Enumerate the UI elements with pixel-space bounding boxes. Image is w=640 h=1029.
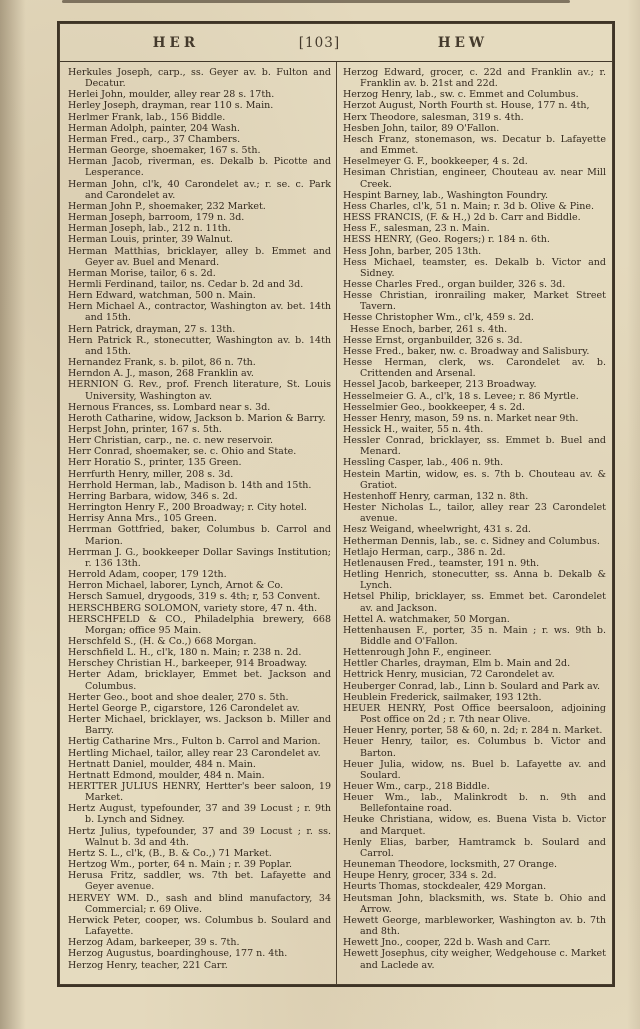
directory-entry: HERSCHFELD & CO., Philadelphia brewery, 668 Morgan; office 95 Main.	[68, 613, 331, 636]
directory-entry: Herpst John, printer, 167 s. 5th.	[68, 424, 222, 435]
directory-entry: Herschey Christian H., barkeeper, 914 Broadway.	[68, 658, 308, 670]
directory-entry: Hewett Josephus, city weigher, Wedgehouse c. Market and Laclede av.	[343, 948, 606, 971]
directory-entry: Heuer Julia, widow, ns. Buel b. Lafayette av. and Soulard.	[343, 758, 606, 781]
directory-entry: Heuke Christiana, widow, es. Buena Vista b. Victor and Marquet.	[343, 814, 606, 837]
directory-entry: Herter Michael, bricklayer, ws. Jackson b. Miller and Barry.	[68, 714, 331, 737]
page-frame	[57, 21, 615, 987]
directory-entry: Hettenhausen F., porter, 35 n. Main ; r. ws. 9th b. Biddle and O'Fallon.	[343, 624, 606, 647]
directory-entry: Herndon A. J., mason, 268 Franklin av.	[68, 368, 254, 380]
directory-entry: HESS HENRY, (Geo. Rogers;) r. 184 n. 6th.	[343, 234, 550, 246]
directory-entry: Hesben John, tailor, 89 O'Fallon.	[343, 122, 500, 134]
directory-entry: Herrington Henry F., 200 Broadway; r. City hotel.	[68, 502, 307, 514]
directory-entry: Hertz S. L., cl'k, (B., B. & Co.,) 71 Market.	[68, 847, 272, 859]
directory-entry: HESS FRANCIS, (F. & H.,) 2d b. Carr and Biddle.	[343, 212, 581, 224]
directory-entry: Hern Michael A., contractor, Washington av. bet. 14th and 15th.	[68, 301, 331, 324]
directory-entry: Herr Horatio S., printer, 135 Green.	[68, 457, 242, 469]
directory-entry: Heuer Wm., carp., 218 Biddle.	[343, 781, 490, 792]
directory-entry: Hesse Charles Fred., organ builder, 326 s. 3d.	[343, 278, 566, 290]
directory-entry: Herman John P., shoemaker, 232 Market.	[68, 200, 266, 212]
directory-entry: Hettrick Henry, musician, 72 Carondelet av.	[343, 669, 555, 681]
directory-entry: Herman Louis, printer, 39 Walnut.	[68, 234, 233, 246]
directory-entry: Hess Michael, teamster, es. Dekalb b. Victor and Sidney.	[343, 256, 606, 279]
directory-entry: Hesse Christian, ironrailing maker, Market Street Tavern.	[343, 290, 606, 313]
directory-entry: Hessick H., waiter, 55 n. 4th.	[343, 424, 484, 435]
directory-entry: Herrfurth Henry, miller, 208 s. 3d.	[68, 468, 234, 480]
directory-entry: Heupe Henry, grocer, 334 s. 2d.	[343, 870, 497, 882]
directory-entry: Herman Adolph, painter, 204 Wash.	[68, 122, 240, 134]
directory-entry: Herschfeld S., (H. & Co.,) 668 Morgan.	[68, 635, 257, 647]
directory-entry: Hess F., salesman, 23 n. Main.	[343, 223, 490, 235]
directory-entry: HERSCHBERG SOLOMON, variety store, 47 n. 4th.	[68, 602, 318, 614]
directory-entry: Herrhold Herman, lab., Madison b. 14th and 15th.	[68, 479, 312, 491]
directory-entry: Herzog Adam, barkeeper, 39 s. 7th.	[68, 937, 240, 949]
adjacent-page-edge	[62, 0, 570, 3]
page-frame-inner-rule	[59, 23, 613, 985]
directory-entry: Hettenrough John F., engineer.	[343, 647, 492, 659]
directory-entry: Heutsman John, blacksmith, ws. State b. Ohio and Arrow.	[343, 892, 606, 915]
directory-entry: Herrman Gottfried, baker, Columbus b. Carrol and Marion.	[68, 524, 331, 547]
directory-entry: Hesch Franz, stonemason, ws. Decatur b. Lafayette and Emmet.	[343, 133, 606, 157]
directory-entry: Herzot August, North Fourth st. House, 177 n. 4th,	[343, 100, 590, 112]
page-header	[60, 24, 612, 62]
directory-entry: Hertling Michael, tailor, alley rear 23 Carondelet av.	[68, 747, 321, 759]
directory-entry: Hetlajo Herman, carp., 386 n. 2d.	[343, 546, 506, 558]
directory-entry: HERNION G. Rev., prof. French literature, St. Louis University, Washington av.	[68, 379, 331, 402]
directory-entry: Hertnatt Daniel, moulder, 484 n. Main.	[68, 758, 256, 770]
directory-entry: Herman Fred., carp., 37 Chambers.	[68, 133, 241, 145]
directory-entry: Hessling Casper, lab., 406 n. 9th.	[343, 457, 504, 469]
directory-entry: Hernous Frances, ss. Lombard near s. 3d.	[68, 401, 271, 413]
directory-entry: Hesser Henry, mason, 59 ns. n. Market near 9th.	[343, 412, 579, 424]
directory-entry: Herron Michael, laborer, Lynch, Arnot & Co.	[68, 580, 284, 592]
directory-entry: Herwick Peter, cooper, ws. Columbus b. Soulard and Lafayette.	[68, 914, 331, 938]
directory-entry: Hettel A. watchmaker, 50 Morgan.	[343, 613, 510, 625]
directory-columns	[60, 62, 612, 984]
directory-entry: Herman Morise, tailor, 6 s. 2d.	[68, 267, 216, 279]
directory-entry: Herusa Fritz, saddler, ws. 7th bet. Lafayette and Geyer avenue.	[68, 870, 331, 893]
directory-entry: Hessler Conrad, bricklayer, ss. Emmet b. Buel and Menard.	[343, 435, 606, 458]
directory-entry: Hess John, barber, 205 13th.	[343, 245, 482, 257]
directory-entry: Herrold Adam, cooper, 179 12th.	[68, 569, 227, 581]
directory-entry: Hertzog Wm., porter, 64 n. Main ; r. 39 Poplar.	[68, 859, 292, 871]
directory-entry: HERTTER JULIUS HENRY, Hertter's beer saloon, 19 Market.	[68, 781, 331, 804]
directory-entry: Herman John, cl'k, 40 Carondelet av.; r. se. c. Park and Carondelet av.	[68, 178, 331, 201]
directory-entry: HEUER HENRY, Post Office beersaloon, adjoining Post office on 2d ; r. 7th near Olive.	[343, 702, 606, 726]
directory-entry: Hertz August, typefounder, 37 and 39 Locust ; r. 9th b. Lynch and Sidney.	[68, 803, 331, 826]
header-page-number: [103]	[298, 35, 341, 51]
directory-entry: Herzog Augustus, boardinghouse, 177 n. 4th.	[68, 948, 288, 960]
directory-entry: Herman Matthias, bricklayer, alley b. Emmet and Geyer av. Buel and Menard.	[68, 245, 331, 268]
directory-entry: Hern Patrick, drayman, 27 s. 13th.	[68, 323, 236, 335]
directory-entry: Hern Edward, watchman, 500 n. Main.	[68, 290, 256, 302]
directory-entry: HERVEY WM. D., sash and blind manufactory, 34 Commercial; r. 69 Olive.	[68, 892, 331, 915]
directory-entry: Hertig Catharine Mrs., Fulton b. Carrol and Marion.	[68, 736, 321, 748]
directory-entry: Herman Joseph, lab., 212 n. 11th.	[68, 223, 231, 235]
directory-entry: Heublein Frederick, sailmaker, 193 12th.	[343, 691, 542, 703]
header-right-guide-word: HEW	[437, 35, 489, 51]
directory-entry: Heurts Thomas, stockdealer, 429 Morgan.	[343, 881, 547, 893]
directory-entry: Heuer Henry, tailor, es. Columbus b. Victor and Barton.	[343, 736, 606, 759]
directory-entry: Heuberger Conrad, lab., Linn b. Soulard and Park av.	[343, 680, 600, 692]
directory-entry: Herlei John, moulder, alley rear 28 s. 17th.	[68, 89, 275, 101]
directory-entry: Hersch Samuel, drygoods, 319 s. 4th; r, 53 Convent.	[68, 591, 321, 603]
directory-entry: Hestenhoff Henry, carman, 132 n. 8th.	[343, 490, 529, 502]
header-left-guide-word: HER	[152, 35, 200, 51]
directory-entry: Hespint Barney, lab., Washington Foundry.	[343, 189, 549, 201]
directory-entry: Hesse Ernst, organbuilder, 326 s. 3d.	[343, 334, 523, 346]
directory-entry: Herley Joseph, drayman, rear 110 s. Main.	[68, 100, 274, 112]
directory-entry: Hess Charles, cl'k, 51 n. Main; r. 3d b. Olive & Pine.	[343, 200, 594, 212]
directory-entry: Herr Conrad, shoemaker, se. c. Ohio and State.	[68, 446, 297, 458]
directory-entry: Herrman J. G., bookkeeper Dollar Savings Institution; r. 136 13th.	[68, 546, 331, 569]
directory-entry: Hester Nicholas L., tailor, alley rear 23 Carondelet avenue.	[343, 502, 606, 525]
directory-entry: Heuneman Theodore, locksmith, 27 Orange.	[343, 859, 558, 871]
directory-entry: Herzog Edward, grocer, c. 22d and Franklin av.; r. Franklin av. b. 21st and 22d.	[343, 67, 606, 90]
directory-entry: Herr Christian, carp., ne. c. new reservoir.	[68, 435, 274, 447]
directory-entry: Hesiman Christian, engineer, Chouteau av. near Mill Creek.	[343, 167, 606, 190]
directory-entry: Herx Theodore, salesman, 319 s. 4th.	[343, 111, 524, 123]
directory-entry: Herman George, shoemaker, 167 s. 5th.	[68, 145, 261, 157]
directory-entry: Hettler Charles, drayman, Elm b. Main and 2d.	[343, 658, 571, 670]
directory-entry: Herter Geo., boot and shoe dealer, 270 s. 5th.	[68, 691, 289, 703]
directory-entry: Hestein Martin, widow, es. s. 7th b. Chouteau av. & Gratiot.	[343, 468, 606, 491]
directory-entry: Hetling Henrich, stonecutter, ss. Anna b. Dekalb & Lynch.	[343, 569, 606, 592]
directory-entry: Hern Patrick R., stonecutter, Washington av. b. 14th and 15th.	[68, 334, 331, 357]
directory-entry: Hessel Jacob, barkeeper, 213 Broadway.	[343, 379, 537, 391]
directory-entry: Hesselmier Geo., bookkeeper, 4 s. 2d.	[343, 401, 526, 413]
directory-entry: Hewett Jno., cooper, 22d b. Wash and Carr.	[343, 937, 551, 949]
directory-entry: Hewett George, marbleworker, Washington av. b. 7th and 8th.	[343, 914, 606, 938]
directory-entry: Hetlenausen Fred., teamster, 191 n. 9th.	[343, 557, 540, 569]
directory-entry: Herrisy Anna Mrs., 105 Green.	[68, 513, 217, 525]
directory-column-left	[68, 67, 336, 980]
directory-entry: Hesz Weigand, wheelwright, 431 s. 2d.	[343, 524, 531, 536]
directory-entry: Hermli Ferdinand, tailor, ns. Cedar b. 2d and 3d.	[68, 278, 304, 290]
directory-entry: Hertz Julius, typefounder, 37 and 39 Locust ; r. ss. Walnut b. 3d and 4th.	[68, 825, 331, 848]
directory-entry: Hesse Enoch, barber, 261 s. 4th.	[350, 323, 508, 335]
directory-entry: Herman Joseph, barroom, 179 n. 3d.	[68, 212, 245, 224]
directory-entry: Hertel George P., cigarstore, 126 Carondelet av.	[68, 702, 300, 714]
directory-entry: Hesse Herman, clerk, ws. Carondelet av. b. Crittenden and Arsenal.	[343, 357, 606, 380]
directory-entry: Hesse Fred., baker, nw. c. Broadway and Salisbury.	[343, 345, 590, 357]
directory-entry: Hetherman Dennis, lab., se. c. Sidney and Columbus.	[343, 535, 600, 547]
directory-entry: Hetsel Philip, bricklayer, ss. Emmet bet. Carondelet av. and Jackson.	[343, 591, 606, 614]
directory-entry: Heuer Henry, porter, 58 & 60, n. 2d; r. 284 n. Market.	[343, 725, 603, 737]
directory-entry: Heselmeyer G. F., bookkeeper, 4 s. 2d.	[343, 156, 528, 168]
directory-entry: Herman Jacob, riverman, es. Dekalb b. Picotte and Lesperance.	[68, 156, 331, 179]
directory-entry: Herring Barbara, widow, 346 s. 2d.	[68, 490, 238, 502]
directory-entry: Hernandez Frank, s. b. pilot, 86 n. 7th.	[68, 357, 256, 369]
directory-entry: Henly Elias, barber, Hamtramck b. Soulard and Carrol.	[343, 836, 606, 859]
directory-entry: Herzog Henry, lab., sw. c. Emmet and Columbus.	[343, 89, 579, 101]
directory-column-right	[337, 67, 606, 980]
directory-entry: Herzog Henry, teacher, 221 Carr.	[68, 959, 228, 971]
directory-entry: Hesselmeier G. A., cl'k, 18 s. Levee; r. 86 Myrtle.	[343, 390, 579, 402]
directory-entry: Hertnatt Edmond, moulder, 484 n. Main.	[68, 769, 265, 781]
directory-entry: Heroth Catharine, widow, Jackson b. Marion & Barry.	[68, 412, 326, 424]
directory-entry: Heuer Wm., lab., Malinkrodt b. n. 9th and Bellefontaine road.	[343, 792, 606, 815]
directory-entry: Herschfield L. H., cl'k, 180 n. Main; r. 238 n. 2d.	[68, 647, 302, 659]
directory-entry: Herter Adam, bricklayer, Emmet bet. Jackson and Columbus.	[68, 669, 331, 692]
directory-entry: Herlmer Frank, lab., 156 Biddle.	[68, 111, 226, 123]
directory-entry: Hesse Christopher Wm., cl'k, 459 s. 2d.	[343, 312, 534, 324]
directory-entry: Herkules Joseph, carp., ss. Geyer av. b. Fulton and Decatur.	[68, 67, 331, 90]
